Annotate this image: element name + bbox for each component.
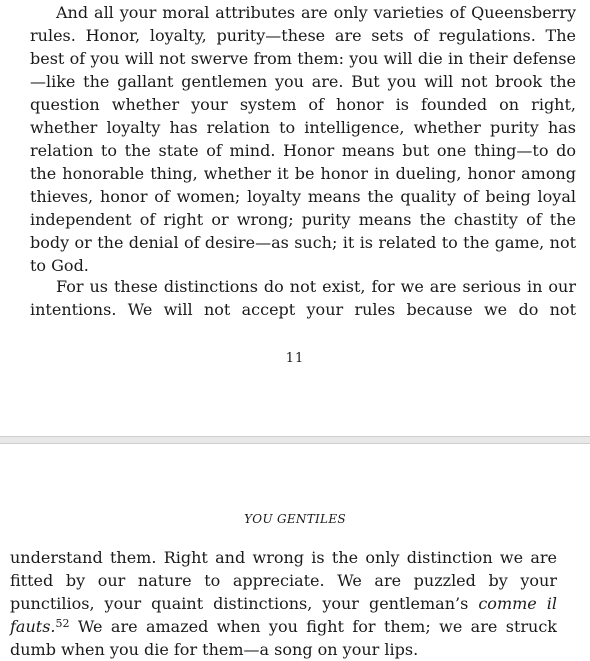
page-divider <box>0 436 590 444</box>
page-number: 11 <box>285 351 305 366</box>
footnote-reference[interactable]: 52 <box>55 617 70 630</box>
running-head: YOU GENTILES <box>244 512 346 526</box>
body-paragraph-continuation <box>10 546 557 661</box>
paragraph-text-start: understand them. Right and wrong is the only distinction we are fitted by our nature to appreciate. We are puzzled by your punctilios, your quaint distinctions, your gentleman’s <box>10 548 557 613</box>
paragraph-text-end: We are amazed when you fight for them; we are struck dumb when you die for them—a song on your lips. <box>10 617 557 659</box>
body-paragraph-continued: For us these distinctions do not exist, for we are serious in our intentions. We will not accept your rules because we do not <box>30 277 576 319</box>
body-paragraph: And all your moral attributes are only varieties of Queensberry rules. Honor, loyalty, purity—these are sets of regulations. The best of you will not swerve from them: you will die in their defense—like the gallant gentlemen you are. But you will not brook the question whether your system of honor is founded on right, whether loyalty has relation to intelligence, whether purity has relation to the state of mind. Honor means but one thing—to do the honorable thing, whether it be honor in dueling, honor among thieves, honor of women; loyalty means the quality of being loyal independent of right or wrong; purity means the chastity of the body or the denial of desire—as such; it is related to the game, not to God. <box>30 3 576 275</box>
italic-phrase: comme il fauts. <box>10 594 558 636</box>
